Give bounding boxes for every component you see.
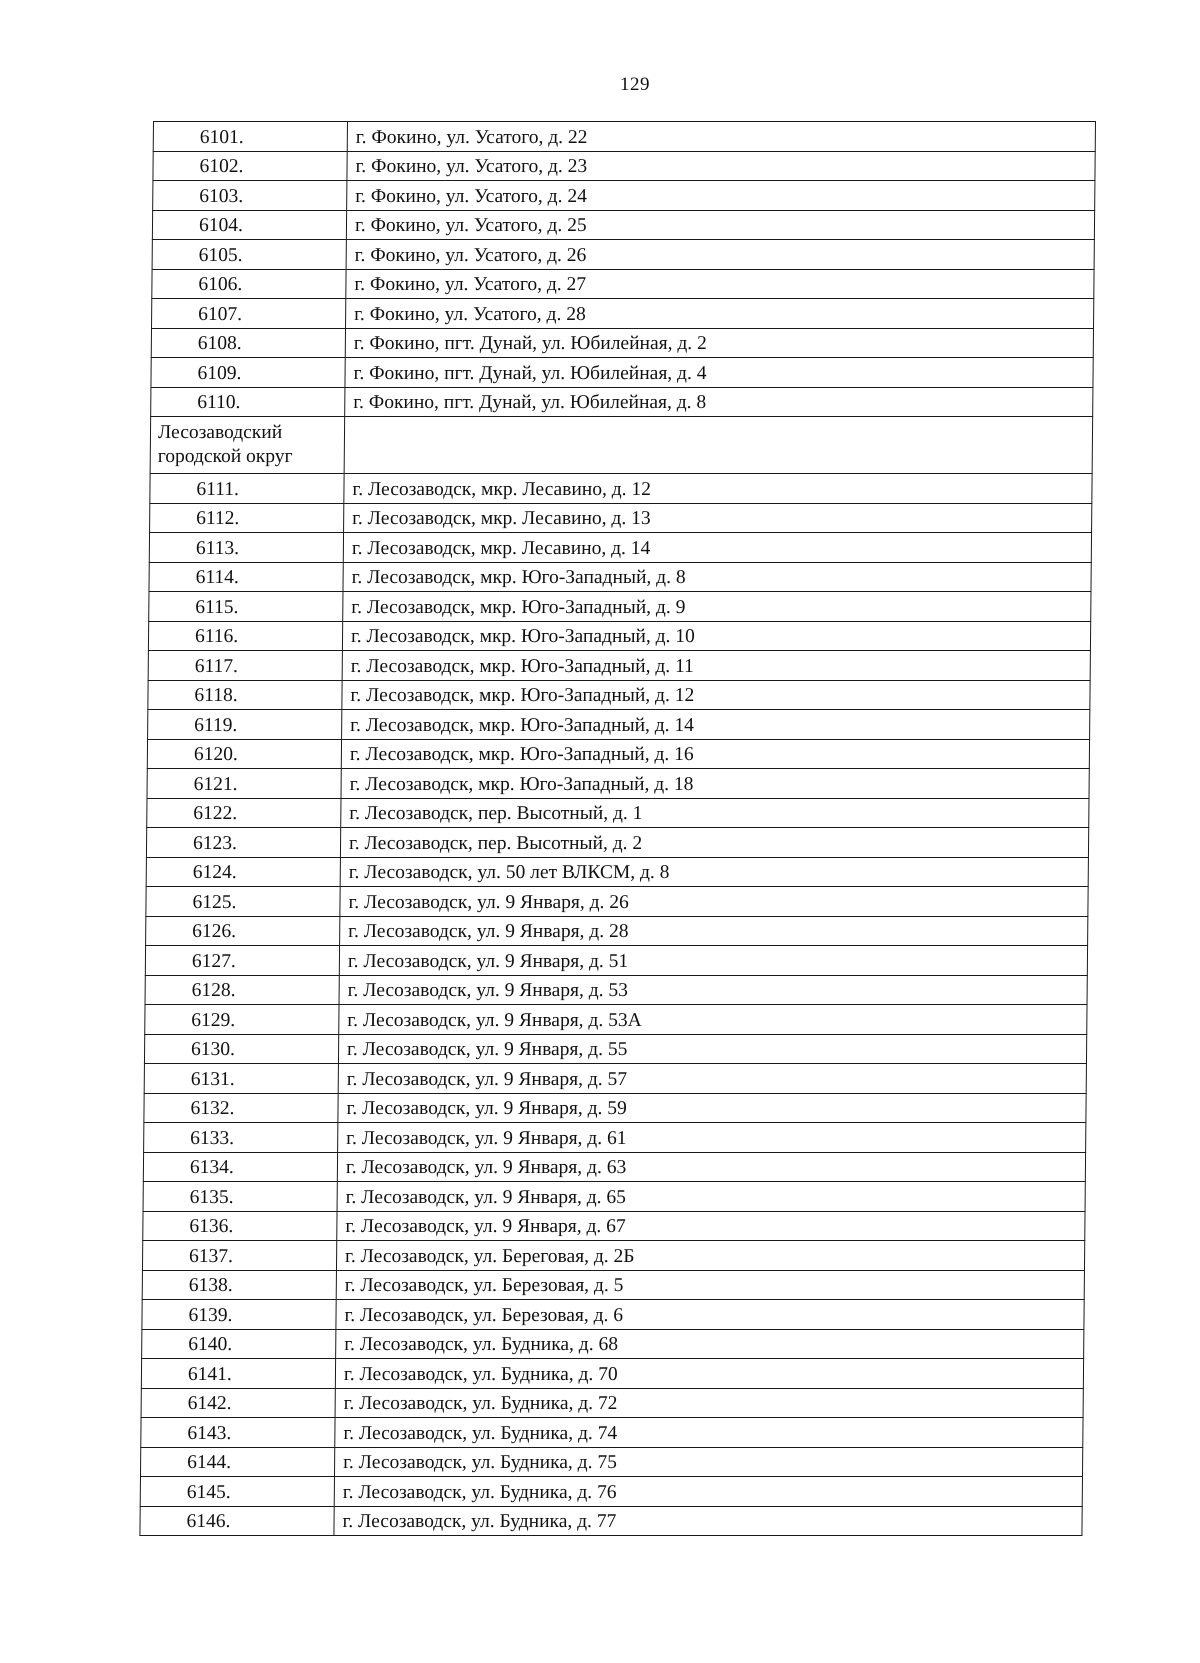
row-address: г. Лесозаводск, ул. 9 Января, д. 65 — [337, 1182, 1085, 1212]
row-address: г. Лесозаводск, ул. Будника, д. 70 — [335, 1359, 1083, 1389]
row-address: г. Лесозаводск, ул. Будника, д. 75 — [334, 1447, 1082, 1477]
table-row — [141, 1359, 1083, 1389]
table-row — [140, 1477, 1082, 1507]
table-row — [149, 592, 1091, 622]
table-row — [146, 857, 1088, 887]
table-row — [149, 562, 1091, 592]
table-row — [147, 769, 1089, 799]
row-number: 6121. — [147, 769, 341, 799]
row-address: г. Лесозаводск, мкр. Юго-Западный, д. 10 — [342, 621, 1090, 651]
row-address: г. Лесозаводск, ул. 9 Января, д. 61 — [338, 1123, 1086, 1153]
row-address: г. Лесозаводск, мкр. Юго-Западный, д. 9 — [343, 592, 1091, 622]
row-address: г. Лесозаводск, ул. Будника, д. 77 — [334, 1506, 1082, 1536]
table-row — [145, 1005, 1087, 1035]
row-address: г. Лесозаводск, пер. Высотный, д. 2 — [340, 828, 1088, 858]
table-row — [142, 1300, 1084, 1330]
row-number: 6108. — [151, 328, 345, 358]
table-row — [151, 328, 1093, 358]
table-row — [143, 1152, 1085, 1182]
row-number: 6119. — [148, 710, 342, 740]
table-row — [153, 151, 1095, 181]
row-number: 6126. — [146, 916, 340, 946]
row-address: г. Лесозаводск, ул. 9 Января, д. 53А — [339, 1005, 1087, 1035]
row-address: г. Лесозаводск, ул. Будника, д. 72 — [335, 1388, 1083, 1418]
row-number: 6116. — [148, 621, 342, 651]
section-empty-cell — [344, 417, 1093, 474]
row-number: 6102. — [153, 151, 347, 181]
table-row — [144, 1064, 1086, 1094]
row-number: 6111. — [150, 474, 344, 504]
row-number: 6103. — [153, 181, 347, 211]
row-number: 6101. — [153, 122, 347, 152]
row-number: 6109. — [151, 358, 345, 388]
row-address: г. Лесозаводск, ул. Береговая, д. 2Б — [336, 1241, 1084, 1271]
row-address: г. Лесозаводск, ул. Березовая, д. 6 — [336, 1300, 1084, 1330]
row-number: 6120. — [147, 739, 341, 769]
row-number: 6118. — [148, 680, 342, 710]
row-number: 6112. — [150, 503, 344, 533]
table-row — [141, 1388, 1083, 1418]
table-row — [144, 1093, 1086, 1123]
table-row — [152, 269, 1094, 299]
address-table — [139, 121, 1096, 1536]
row-address: г. Лесозаводск, ул. 9 Января, д. 28 — [340, 916, 1088, 946]
table-row — [148, 651, 1090, 681]
row-address: г. Лесозаводск, мкр. Лесавино, д. 12 — [344, 474, 1092, 504]
row-number: 6113. — [149, 533, 343, 563]
table-row — [148, 621, 1090, 651]
table-row — [151, 358, 1093, 388]
table-row — [149, 533, 1091, 563]
section-label: Лесозаводский городской округ — [150, 417, 345, 474]
row-number: 6117. — [148, 651, 342, 681]
table-row — [144, 1123, 1086, 1153]
table-row — [143, 1211, 1085, 1241]
row-number: 6144. — [140, 1447, 334, 1477]
table-row — [152, 240, 1094, 270]
row-number: 6124. — [146, 857, 340, 887]
row-number: 6106. — [152, 269, 346, 299]
table-row — [147, 739, 1089, 769]
row-number: 6131. — [144, 1064, 338, 1094]
table-row — [142, 1270, 1084, 1300]
row-address: г. Лесозаводск, мкр. Юго-Западный, д. 16 — [341, 739, 1089, 769]
row-address: г. Лесозаводск, мкр. Лесавино, д. 13 — [344, 503, 1092, 533]
row-number: 6104. — [152, 210, 346, 240]
table-row — [151, 387, 1093, 417]
row-number: 6114. — [149, 562, 343, 592]
row-address: г. Лесозаводск, ул. Будника, д. 68 — [336, 1329, 1084, 1359]
table-row — [148, 710, 1090, 740]
row-number: 6136. — [143, 1211, 337, 1241]
row-number: 6127. — [145, 946, 339, 976]
row-address: г. Лесозаводск, мкр. Юго-Западный, д. 18 — [341, 769, 1089, 799]
table-row — [142, 1329, 1084, 1359]
table-row — [150, 474, 1092, 504]
row-address: г. Лесозаводск, ул. 9 Января, д. 57 — [338, 1064, 1086, 1094]
row-address: г. Фокино, пгт. Дунай, ул. Юбилейная, д. 2 — [345, 328, 1093, 358]
row-address: г. Лесозаводск, мкр. Юго-Западный, д. 8 — [343, 562, 1091, 592]
row-address: г. Фокино, ул. Усатого, д. 24 — [347, 181, 1095, 211]
row-number: 6132. — [144, 1093, 338, 1123]
row-address: г. Лесозаводск, ул. 9 Января, д. 63 — [337, 1152, 1085, 1182]
row-number: 6105. — [152, 240, 346, 270]
row-number: 6128. — [145, 975, 339, 1005]
row-address: г. Лесозаводск, ул. Будника, д. 74 — [335, 1418, 1083, 1448]
row-number: 6143. — [141, 1418, 335, 1448]
row-number: 6134. — [143, 1152, 337, 1182]
page-number: 129 — [620, 74, 650, 95]
table-row — [152, 210, 1094, 240]
row-number: 6122. — [147, 798, 341, 828]
table-row — [147, 798, 1089, 828]
row-address: г. Фокино, ул. Усатого, д. 26 — [346, 240, 1094, 270]
row-address: г. Лесозаводск, ул. 9 Января, д. 53 — [339, 975, 1087, 1005]
row-number: 6133. — [144, 1123, 338, 1153]
address-table-body — [140, 122, 1096, 1536]
table-row — [145, 946, 1087, 976]
row-number: 6142. — [141, 1388, 335, 1418]
row-address: г. Фокино, ул. Усатого, д. 27 — [346, 269, 1094, 299]
table-row — [152, 299, 1094, 329]
row-number: 6107. — [152, 299, 346, 329]
table-row — [142, 1241, 1084, 1271]
row-number: 6115. — [149, 592, 343, 622]
table-row — [146, 916, 1088, 946]
table-row — [143, 1182, 1085, 1212]
row-number: 6130. — [144, 1034, 338, 1064]
row-number: 6125. — [146, 887, 340, 917]
row-address: г. Фокино, пгт. Дунай, ул. Юбилейная, д. 8 — [345, 387, 1093, 417]
row-address: г. Фокино, ул. Усатого, д. 22 — [347, 122, 1095, 152]
row-address: г. Лесозаводск, ул. 50 лет ВЛКСМ, д. 8 — [340, 857, 1088, 887]
table-row — [140, 1447, 1082, 1477]
row-address: г. Фокино, ул. Усатого, д. 23 — [347, 151, 1095, 181]
table-row — [141, 1418, 1083, 1448]
row-address: г. Лесозаводск, пер. Высотный, д. 1 — [341, 798, 1089, 828]
table-row — [153, 122, 1095, 152]
row-number: 6135. — [143, 1182, 337, 1212]
row-address: г. Лесозаводск, мкр. Юго-Западный, д. 11 — [342, 651, 1090, 681]
row-number: 6145. — [140, 1477, 334, 1507]
table-row — [146, 828, 1088, 858]
table-row — [150, 503, 1092, 533]
row-address: г. Фокино, ул. Усатого, д. 28 — [346, 299, 1094, 329]
row-number: 6138. — [142, 1270, 336, 1300]
row-address: г. Лесозаводск, мкр. Юго-Западный, д. 12 — [342, 680, 1090, 710]
table-row — [146, 887, 1088, 917]
row-address: г. Лесозаводск, ул. Будника, д. 76 — [334, 1477, 1082, 1507]
table-row — [144, 1034, 1086, 1064]
row-address: г. Лесозаводск, ул. 9 Января, д. 59 — [338, 1093, 1086, 1123]
row-number: 6139. — [142, 1300, 336, 1330]
table-row — [153, 181, 1095, 211]
table-row — [145, 975, 1087, 1005]
section-row — [150, 417, 1093, 474]
row-number: 6140. — [142, 1329, 336, 1359]
row-address: г. Лесозаводск, ул. 9 Января, д. 55 — [338, 1034, 1086, 1064]
row-number: 6123. — [146, 828, 340, 858]
row-address: г. Лесозаводск, мкр. Юго-Западный, д. 14 — [342, 710, 1090, 740]
row-number: 6110. — [151, 387, 345, 417]
table-row — [140, 1506, 1082, 1536]
row-number: 6129. — [145, 1005, 339, 1035]
row-address: г. Фокино, ул. Усатого, д. 25 — [346, 210, 1094, 240]
row-number: 6141. — [141, 1359, 335, 1389]
row-number: 6137. — [142, 1241, 336, 1271]
row-address: г. Лесозаводск, ул. 9 Января, д. 67 — [337, 1211, 1085, 1241]
table-row — [148, 680, 1090, 710]
row-address: г. Лесозаводск, ул. Березовая, д. 5 — [336, 1270, 1084, 1300]
row-address: г. Лесозаводск, ул. 9 Января, д. 51 — [339, 946, 1087, 976]
row-number: 6146. — [140, 1506, 334, 1536]
row-address: г. Лесозаводск, мкр. Лесавино, д. 14 — [343, 533, 1091, 563]
row-address: г. Фокино, пгт. Дунай, ул. Юбилейная, д. 4 — [345, 358, 1093, 388]
row-address: г. Лесозаводск, ул. 9 Января, д. 26 — [340, 887, 1088, 917]
